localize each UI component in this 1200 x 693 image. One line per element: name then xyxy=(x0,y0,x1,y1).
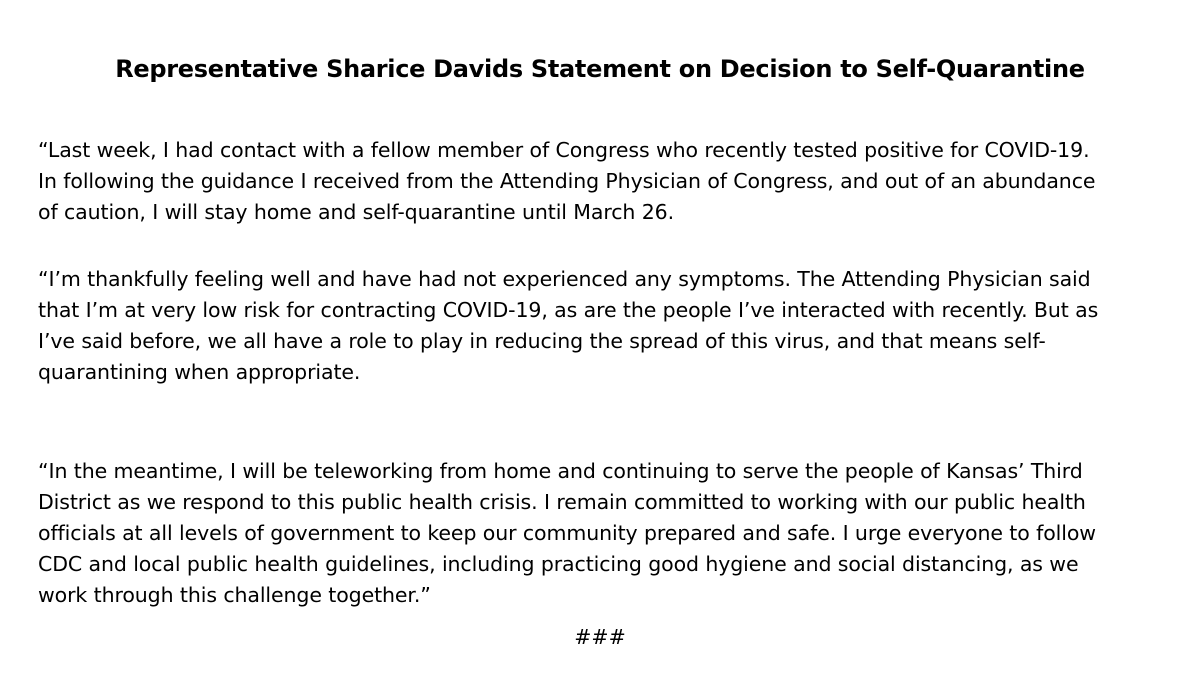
paragraph-line: “Last week, I had contact with a fellow member of Congress who recently tested positive for COVID-19. xyxy=(38,138,1090,162)
paragraph-line: I’ve said before, we all have a role to play in reducing the spread of this virus, and that means self- xyxy=(38,329,1046,353)
end-of-release-mark: ### xyxy=(574,625,626,649)
paragraph-line: that I’m at very low risk for contracting COVID-19, as are the people I’ve interacted with recently. But as xyxy=(38,298,1099,322)
statement-paragraph-3 xyxy=(38,456,1172,611)
paragraph-line: CDC and local public health guidelines, including practicing good hygiene and social distancing, as we xyxy=(38,552,1079,576)
paragraph-line: work through this challenge together.” xyxy=(38,583,431,607)
statement-paragraph-2 xyxy=(38,264,1172,388)
paragraph-line: “I’m thankfully feeling well and have had not experienced any symptoms. The Attending Physician said xyxy=(38,267,1091,291)
paragraph-line: officials at all levels of government to keep our community prepared and safe. I urge everyone to follow xyxy=(38,521,1096,545)
paragraph-line: of caution, I will stay home and self-quarantine until March 26. xyxy=(38,200,675,224)
paragraph-line: In following the guidance I received from the Attending Physician of Congress, and out of an abundance xyxy=(38,169,1096,193)
statement-title: Representative Sharice Davids Statement on Decision to Self-Quarantine xyxy=(115,55,1085,83)
paragraph-line: quarantining when appropriate. xyxy=(38,360,361,384)
paragraph-line: District as we respond to this public health crisis. I remain committed to working with our public health xyxy=(38,490,1086,514)
paragraph-line: “In the meantime, I will be teleworking from home and continuing to serve the people of Kansas’ Third xyxy=(38,459,1083,483)
statement-paragraph-1 xyxy=(38,135,1172,228)
